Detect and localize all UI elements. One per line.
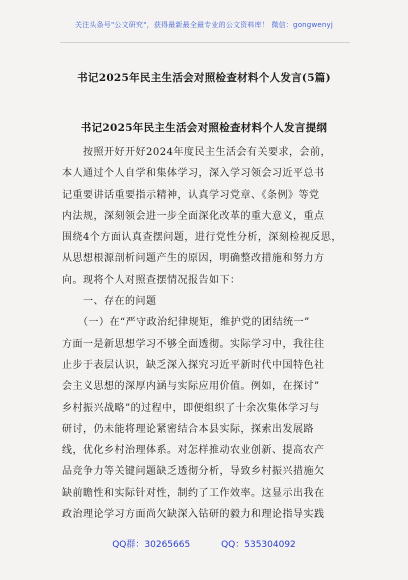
body-line: 本人通过个人自学和集体学习，深入学习领会习近平总书	[62, 168, 325, 180]
body-line: 围绕4个方面认真查摆问题，进行党性分析，深刻检视反思，	[62, 232, 342, 244]
document-subtitle: 书记2025年民主生活会对照检查材料个人发言提纲	[80, 122, 328, 134]
body-line: 政治理论学习方面尚欠缺深入钻研的毅力和理论指导实践	[62, 509, 325, 521]
qq-group-number: QQ群：30265665	[112, 540, 191, 550]
document-title: 书记2025年民主生活会对照检查材料个人发言(5篇)	[77, 72, 331, 84]
qq-number: QQ：535304092	[221, 540, 296, 550]
body-line: 线，优化乡村治理体系。对怎样推动农业创新、提高农产	[62, 445, 325, 457]
body-line: 向。现将个人对照查摆情况报告如下：	[62, 274, 241, 286]
body-line: 乡村振兴战略”的过程中，即便组织了十余次集体学习与	[62, 402, 320, 414]
body-line: 按照开好开好2024年度民主生活会有关要求，会前，	[62, 147, 331, 158]
body-line: 从思想根源剖析问题产生的原因，明确整改措施和努力方	[62, 253, 325, 265]
body-line: 品竞争力等关键问题缺乏透彻分析，导致乡村振兴措施欠	[62, 466, 325, 478]
body-line: 研讨，仍未能将理论紧密结合本县实际，探索出发展路	[62, 423, 314, 435]
header-divider	[60, 42, 350, 43]
body-line: 内法规，深刻领会进一步全面深化改革的重大意义，重点	[62, 210, 325, 222]
body-line: （一）在“严守政治纪律规矩，维护党的团结统一”	[62, 317, 310, 329]
body-line: 止步于表层认识，缺乏深入探究习近平新时代中国特色社	[62, 359, 325, 371]
body-line: 方面一是新思想学习不够全面透彻。实际学习中，我往往	[62, 338, 325, 350]
body-line: 记重要讲话重要指示精神，认真学习党章、《条例》等党	[62, 189, 320, 201]
body-line: 会主义思想的深厚内涵与实际应用价值。例如，在探讨”	[62, 381, 320, 393]
footer	[0, 537, 408, 550]
body-line: 一、存在的问题	[62, 296, 157, 308]
header-banner: 关注头条号"公文研究"，获得最新最全最专业的公文资料库！ 微信：gongwenyj	[74, 21, 334, 29]
body-text	[62, 142, 354, 525]
body-line: 缺前瞻性和实际针对性，制约了工作效率。这显示出我在	[62, 487, 325, 499]
